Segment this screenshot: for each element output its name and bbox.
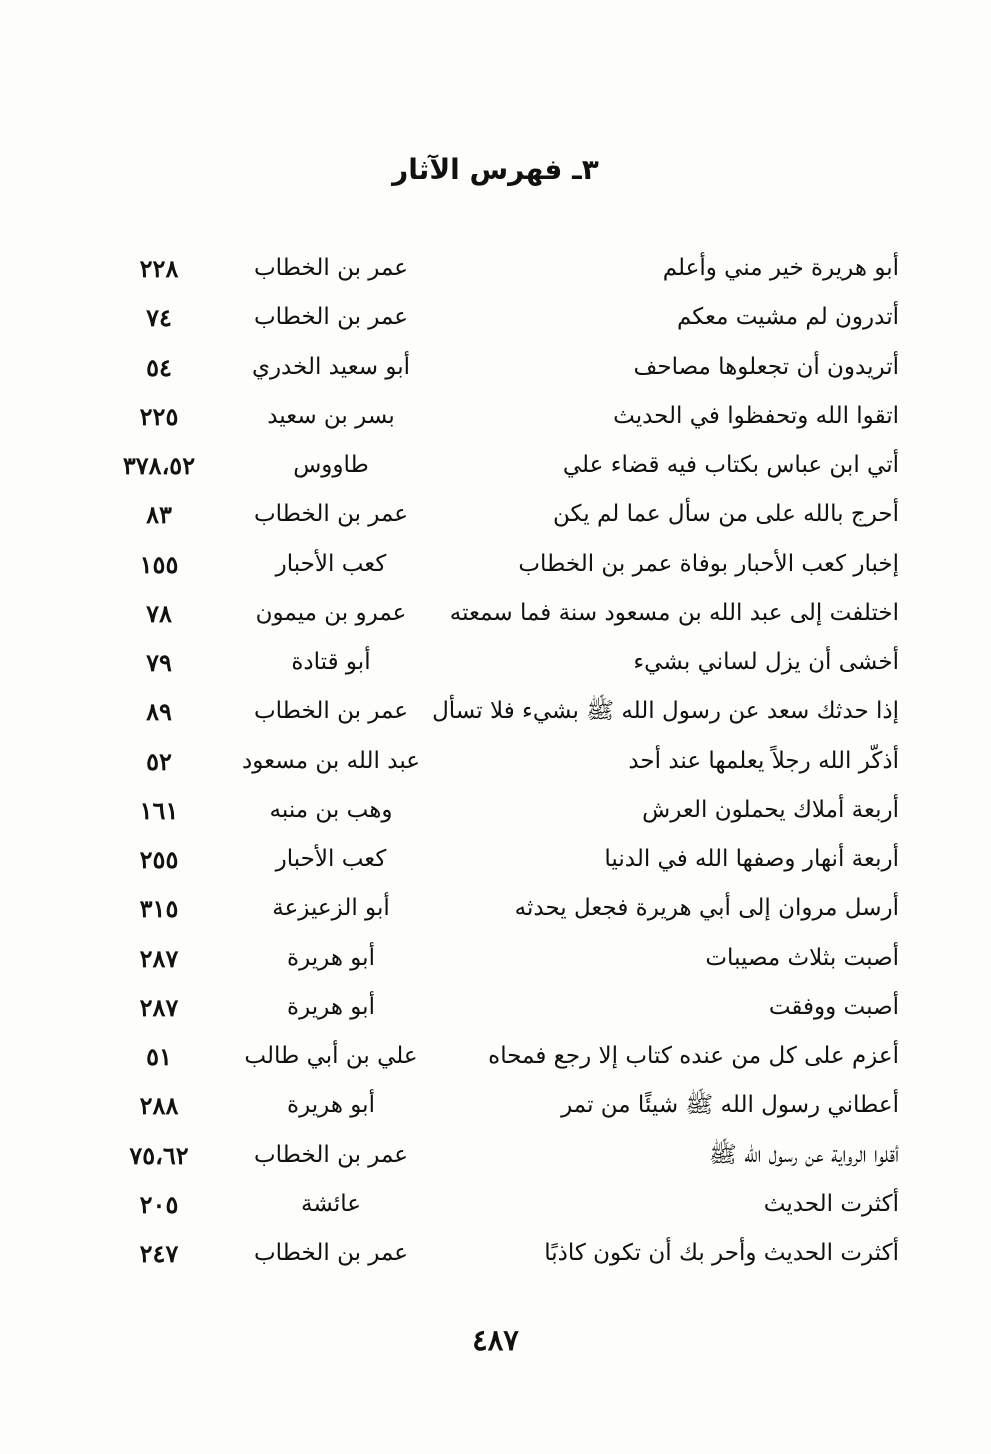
index-row [99,343,899,392]
athar-text: أتي ابن عباس بكتاب فيه قضاء علي [562,452,899,478]
page-references: ٢٨٧ [139,992,179,1022]
index-row [99,983,899,1032]
page-references: ٢٤٧ [139,1239,179,1268]
page-references: ٢٨٨ [139,1091,179,1121]
index-row [99,737,899,786]
narrator-name: عمر بن الخطاب [253,1240,408,1266]
athar-text: أتريدون أن تجعلوها مصاحف [633,353,899,380]
athar-text: أكثرت الحديث [763,1190,899,1217]
page-references: ٧٥،٦٢ [129,1140,189,1170]
athar-text: أبو هريرة خير مني وأعلم [662,255,899,281]
page-references: ٥١ [146,1042,172,1071]
narrator-name: عمر بن الخطاب [253,304,408,331]
athar-text: أصبت ووفقت [768,993,899,1020]
narrator-name: عبد الله بن مسعود [242,747,420,774]
index-row [99,392,899,441]
narrator-name: أبو هريرة [287,1092,375,1119]
narrator-name: أبو هريرة [287,944,375,971]
narrator-name: بسر بن سعيد [267,402,395,429]
index-row [99,293,899,342]
index-row [99,441,899,490]
page-references: ٢٠٥ [139,1189,179,1219]
athar-text: أخشى أن يزل لساني بشيء [633,649,899,675]
index-row [99,1180,899,1229]
index-row [99,1081,899,1130]
narrator-name: طاووس [293,452,369,478]
athar-text: أذكّر الله رجلاً يعلمها عند أحد [628,747,899,774]
page-references: ٢٨٧ [139,943,179,973]
athar-text: إخبار كعب الأحبار بوفاة عمر بن الخطاب [518,550,899,577]
index-row [99,589,899,638]
index-row [99,1229,899,1278]
narrator-name: عمرو بن ميمون [255,599,407,626]
narrator-name: أبو هريرة [287,993,375,1020]
narrator-name: عمر بن الخطاب [253,501,408,528]
page-references: ٧٩ [146,648,172,677]
index-row [99,540,899,589]
narrator-name: أبو سعيد الخدري [251,353,411,380]
page-references: ٥٤ [146,352,172,382]
athar-text: أعزم على كل من عنده كتاب إلا رجع فمحاه [488,1043,899,1069]
athar-text: أحرج بالله على من سأل عما لم يكن [553,501,899,528]
narrator-name: وهب بن منبه [269,796,393,823]
narrator-name: كعب الأحبار [275,846,387,872]
page-references: ٨٣ [146,500,172,530]
athar-text: أرسل مروان إلى أبي هريرة فجعل يحدثه [514,895,899,922]
athar-text: أعطاني رسول الله ﷺ شيئًا من تمر [561,1092,899,1119]
athar-text: أكثرت الحديث وأحر بك أن تكون كاذبًا [544,1240,899,1266]
narrator-name: كعب الأحبار [275,550,387,577]
page-references: ٢٢٥ [139,401,179,431]
index-row [99,687,899,736]
page-references: ٧٨ [146,598,172,628]
page-references: ٣١٥ [139,894,179,924]
athar-text: أربعة أنهار وصفها الله في الدنيا [604,846,899,872]
index-row [99,1032,899,1081]
athar-text: اتقوا الله وتحفظوا في الحديث [613,402,899,429]
index-row [99,884,899,933]
narrator-name: أبو الزعيزعة [272,895,390,922]
index-row [99,490,899,539]
index-row [99,638,899,687]
narrator-name: أبو قتادة [291,649,371,675]
page-references: ٢٢٨ [139,254,179,283]
page-references: ١٦١ [139,795,179,825]
athar-text: اختلفت إلى عبد الله بن مسعود سنة فما سمعته [449,599,899,626]
narrator-name: عمر بن الخطاب [253,1141,408,1168]
index-row [99,786,899,835]
narrator-name: عمر بن الخطاب [253,698,408,725]
index-row [99,1131,899,1180]
athar-text: إذا حدثك سعد عن رسول الله ﷺ بشيء فلا تسأل [432,698,899,725]
page-references: ٥٢ [146,746,172,776]
index-row [99,835,899,884]
page-number: ٤٨٧ [472,1323,519,1357]
index-row [99,244,899,293]
page-references: ٢٥٥ [139,845,179,874]
page-references: ١٥٥ [139,549,179,579]
athar-text: أصبت بثلاث مصيبات [705,944,899,971]
page-title: ٣ـ فهرس الآثار [392,153,599,186]
athar-text: أربعة أملاك يحملون العرش [642,796,899,823]
narrator-name: عائشة [301,1190,361,1217]
page-references: ٨٩ [146,697,172,727]
athar-index-list [99,244,899,1278]
athar-text: أقلوا الرواية عن رسول الله ﷺ [709,1141,899,1168]
athar-text: أتدرون لم مشيت معكم [676,304,899,331]
narrator-name: علي بن أبي طالب [244,1043,418,1069]
narrator-name: عمر بن الخطاب [253,255,408,281]
index-row [99,934,899,983]
page-references: ٧٤ [146,303,172,333]
page-references: ٣٧٨،٥٢ [122,451,196,480]
